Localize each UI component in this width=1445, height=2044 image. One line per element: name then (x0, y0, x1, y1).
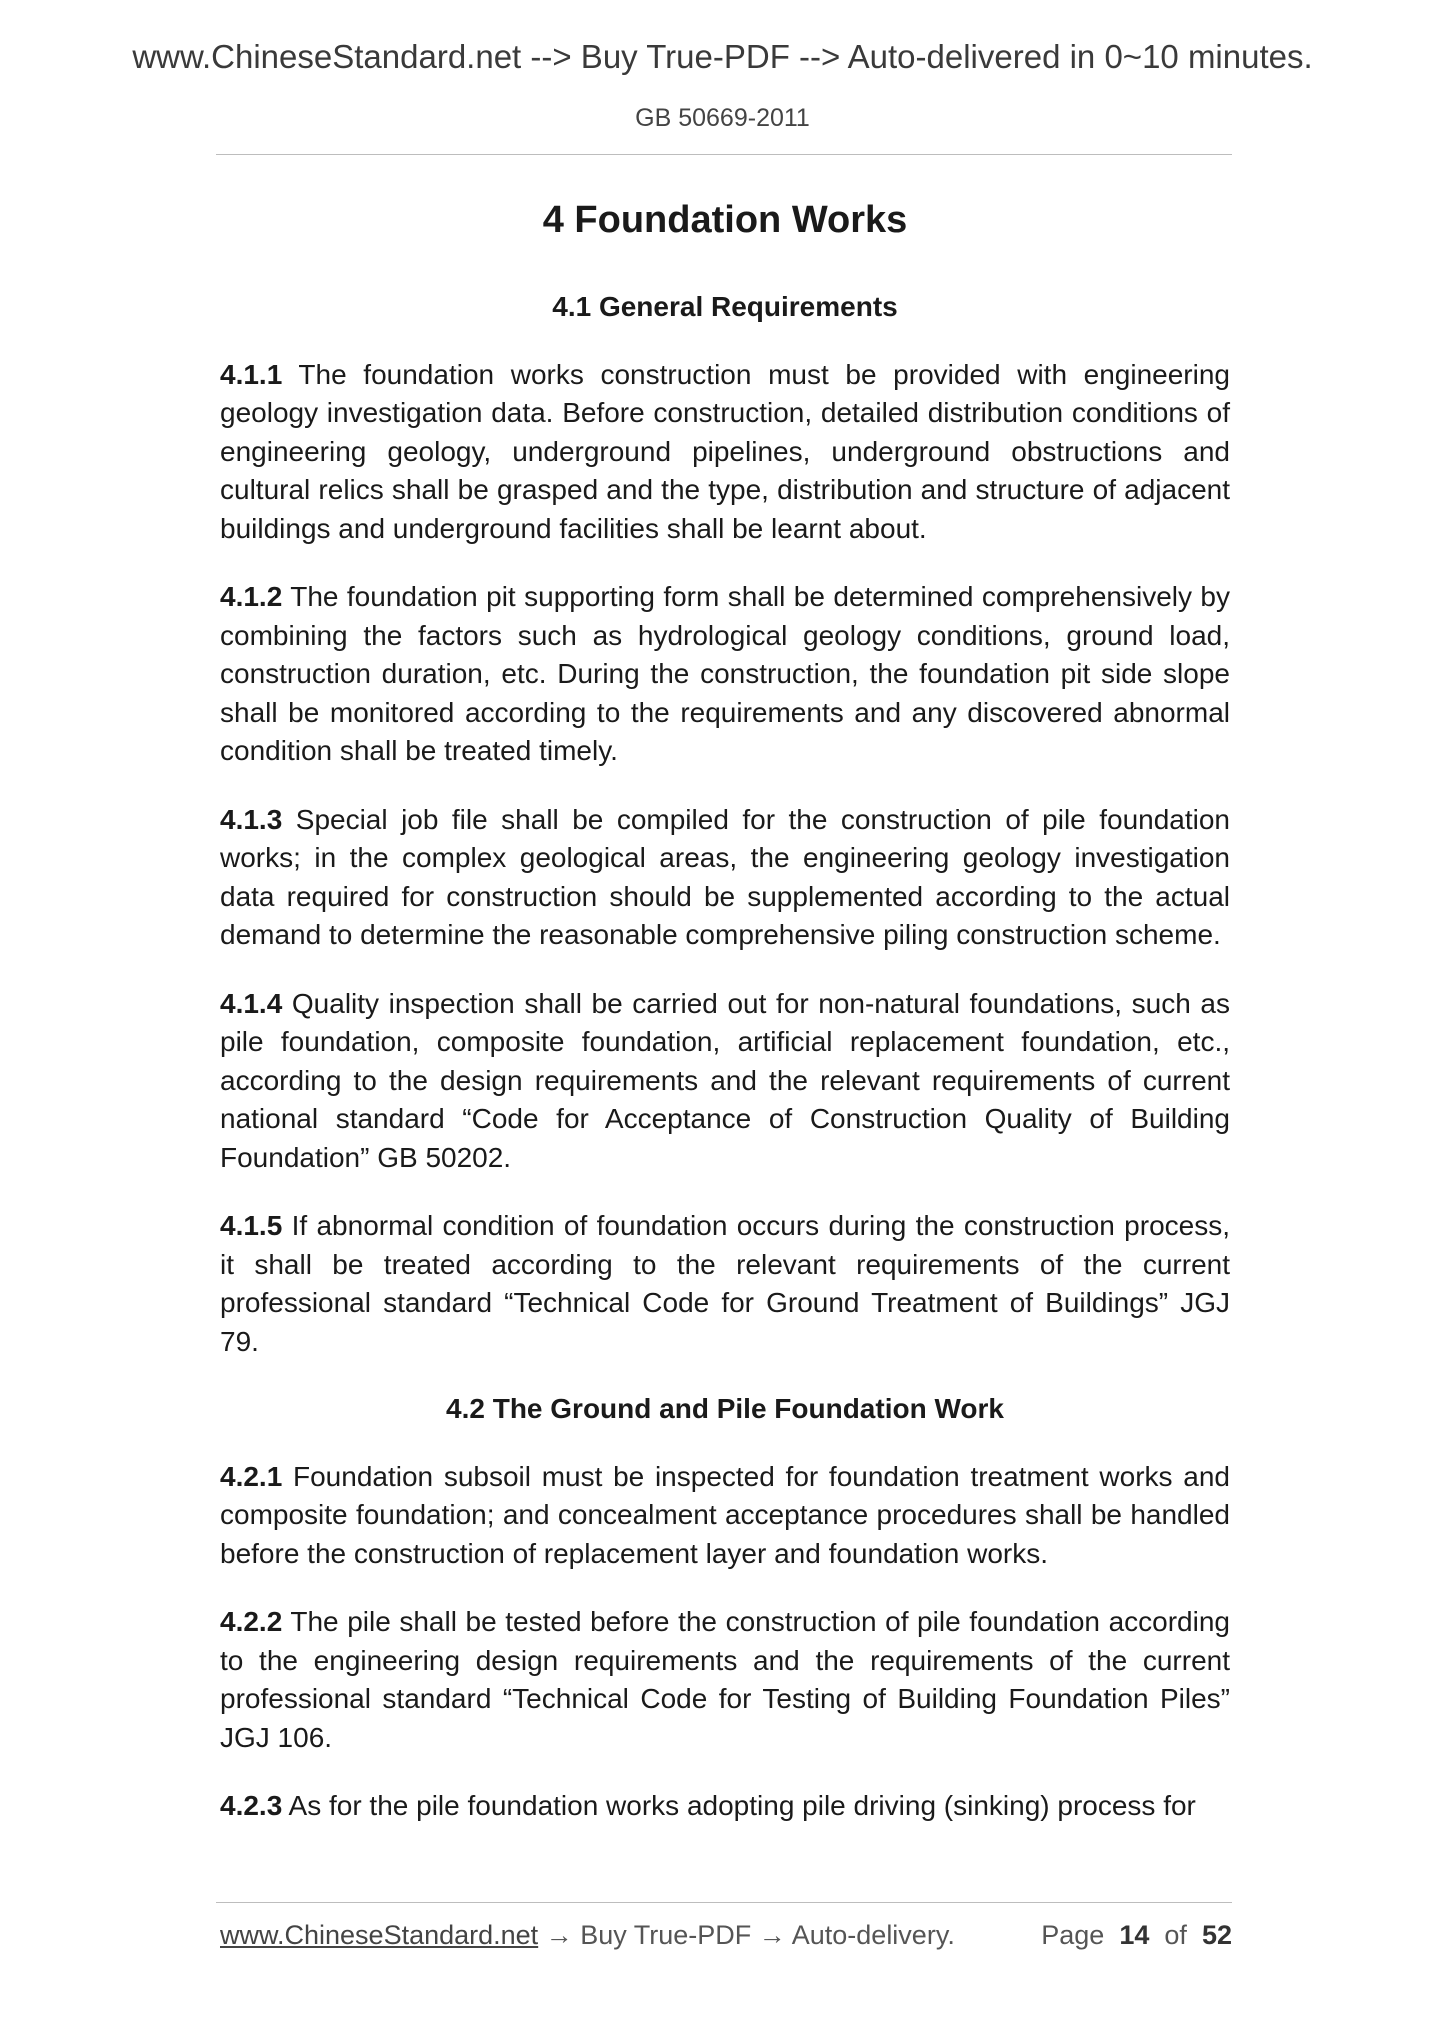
clause-text: Quality inspection shall be carried out for non-natural foundations, such as pile foundation, composite foundation, artificial replacement foundation, etc., according to the design requirements and the relevant requirements of current national standard “Code for Acceptance of Construction Quality of Building Foundation” GB 50202. (220, 987, 1231, 1173)
footer-promo (220, 1920, 955, 1951)
clause-number: 4.1.1 (220, 358, 283, 390)
footer-site-link[interactable]: www.ChineseStandard.net (220, 1920, 539, 1950)
page-label: Page (1041, 1920, 1105, 1950)
clause-text: The pile shall be tested before the construction of pile foundation according to the engineering design requirements and the requirements of the current professional standard “Technical Code for Testing of Building Foundation Piles” JGJ 106. (220, 1606, 1230, 1753)
clause-number: 4.1.5 (220, 1210, 283, 1242)
clause-text: Special job file shall be compiled for the construction of pile foundation works; in the complex geological areas, the engineering geology investigation data required for construction should be supplemented according to the actual demand to determine the reasonable comprehensive piling construction scheme. (220, 803, 1231, 951)
header-divider (216, 154, 1232, 155)
footer-tagline: → Buy True-PDF → Auto-delivery. (538, 1920, 955, 1950)
clause-text: The foundation works construction must be provided with engineering geology investigation data. Before construction, detailed distribution conditions of engineering geology, underground pipelines, underground obstructions and cultural relics shall be grasped and the type, distribution and structure of adjacent buildings and underground facilities shall be learnt about. (220, 358, 1230, 544)
clause-4-1-1 (220, 356, 1230, 549)
clause-4-1-2 (220, 578, 1230, 771)
clause-4-1-3 (220, 801, 1230, 955)
clause-4-2-1 (220, 1458, 1230, 1574)
section-title-4-2: 4.2 The Ground and Pile Foundation Work (446, 1393, 1004, 1425)
clause-number: 4.2.1 (220, 1460, 283, 1492)
clause-text: If abnormal condition of foundation occurs during the construction process, it shall be treated according to the relevant requirements of the current professional standard “Technical Code for Ground Treatment of Buildings” JGJ 79. (220, 1210, 1230, 1357)
page-indicator (1041, 1920, 1232, 1951)
clause-number: 4.2.2 (220, 1606, 283, 1638)
footer-divider (216, 1902, 1232, 1903)
clause-text: The foundation pit supporting form shall be determined comprehensively by combining the factors such as hydrological geology conditions, ground load, construction duration, etc. During the construction, the foundation pit side slope shall be monitored according to the requirements and any discovered abnormal condition shall be treated timely. (220, 581, 1230, 767)
document-code: GB 50669-2011 (635, 104, 810, 132)
page-content (220, 196, 1230, 1856)
clause-4-2-2 (220, 1603, 1230, 1757)
clause-number: 4.1.4 (220, 987, 283, 1019)
clause-text: Foundation subsoil must be inspected for foundation treatment works and composite foundation; and concealment acceptance procedures shall be handled before the construction of replacement layer and foundation works. (220, 1460, 1230, 1569)
of-label: of (1164, 1920, 1187, 1950)
page-total: 52 (1201, 1920, 1232, 1950)
clause-number: 4.1.2 (220, 581, 283, 613)
top-banner: www.ChineseStandard.net --> Buy True-PDF --> Auto-delivered in 0~10 minutes. (132, 38, 1313, 75)
clause-number: 4.1.3 (220, 803, 283, 835)
clause-number: 4.2.3 (220, 1790, 283, 1822)
clause-text: As for the pile foundation works adopting pile driving (sinking) process for (288, 1790, 1196, 1822)
clause-4-1-5 (220, 1207, 1230, 1361)
section-title-4-1: 4.1 General Requirements (552, 291, 898, 323)
page-current: 14 (1119, 1920, 1150, 1950)
clause-4-2-3 (220, 1787, 1230, 1826)
chapter-title: 4 Foundation Works (542, 199, 908, 241)
clause-4-1-4 (220, 985, 1230, 1178)
